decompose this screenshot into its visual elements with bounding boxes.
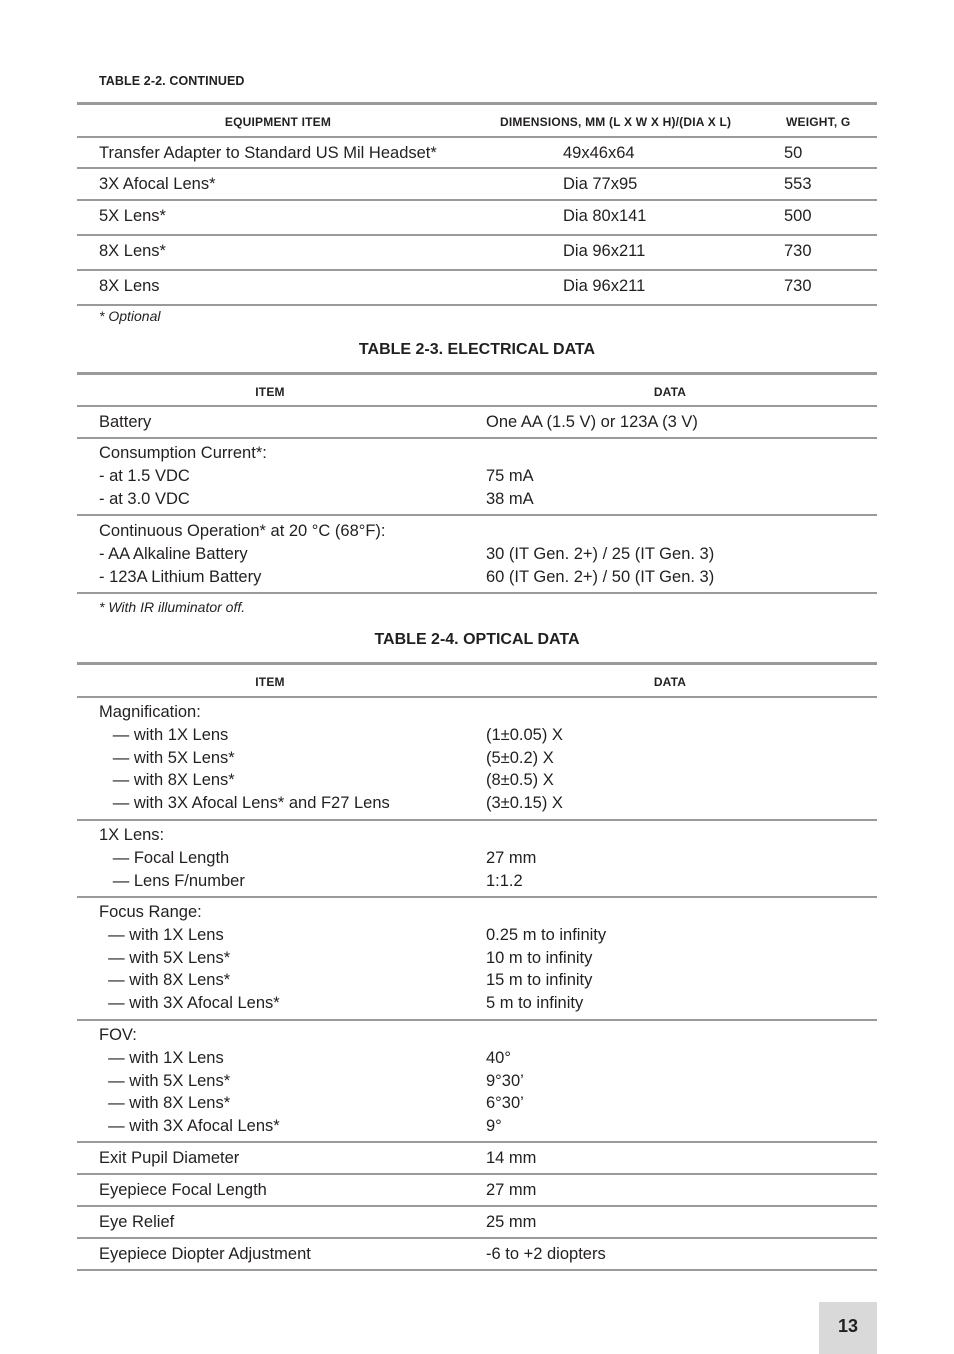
table-row-data: 27 mm 1:1.2 [486, 848, 537, 890]
table-top-rule [77, 372, 877, 375]
row-rule [77, 1019, 877, 1021]
table-row-data: 40° 9°30’ 6°30’ 9° [486, 1048, 524, 1136]
table-row-item: 1X Lens: — Focal Length — Lens F/number [99, 826, 245, 890]
row-rule [77, 234, 877, 236]
table-row-dimensions: Dia 80x141 [563, 207, 647, 225]
table-row-weight: 50 [784, 144, 803, 162]
table-row-item: Magnification: — with 1X Lens — with 5X Lens* — with 8X Lens* — with 3X Afocal Lens* and F27 Lens [99, 703, 390, 813]
table-row-dimensions: Dia 77x95 [563, 175, 638, 193]
row-rule [77, 819, 877, 821]
table-row-dimensions: Dia 96x211 [563, 277, 646, 295]
col-header-weight: WEIGHT, G [786, 115, 851, 129]
col-header-data: DATA [653, 385, 687, 399]
table-row-data: 75 mA 38 mA [486, 466, 534, 508]
header-rule [77, 136, 877, 138]
col-header-item: ITEM [255, 675, 285, 689]
row-rule [77, 1173, 877, 1175]
table-row-weight: 553 [784, 175, 812, 193]
table-row-item: Focus Range: — with 1X Lens — with 5X Lens* — with 8X Lens* — with 3X Afocal Lens* [99, 903, 280, 1013]
col-header-item: ITEM [255, 385, 285, 399]
footnote-optional: * Optional [99, 308, 161, 324]
table-row-item: Eye Relief [99, 1213, 175, 1231]
table-2-3-title: TABLE 2-3. ELECTRICAL DATA [358, 341, 596, 358]
header-rule [77, 405, 877, 407]
table-row-data: 27 mm [486, 1181, 537, 1199]
table-row-item: Exit Pupil Diameter [99, 1149, 240, 1167]
col-header-dimensions: DIMENSIONS, MM (L X W X H)/(DIA X L) [500, 115, 732, 129]
row-rule [77, 437, 877, 439]
table-top-rule [77, 102, 877, 105]
table-row-data: (1±0.05) X (5±0.2) X (8±0.5) X (3±0.15) X [486, 725, 563, 813]
table-bottom-rule [77, 1269, 877, 1271]
table-row-item: Eyepiece Diopter Adjustment [99, 1245, 311, 1263]
row-rule [77, 896, 877, 898]
row-rule [77, 1205, 877, 1207]
table-row-weight: 730 [784, 277, 812, 295]
table-row-item: Eyepiece Focal Length [99, 1181, 267, 1199]
table-row-item: 8X Lens* [99, 242, 166, 260]
col-header-data: DATA [653, 675, 687, 689]
table-bottom-rule [77, 304, 877, 306]
page-number: 13 [837, 1316, 859, 1336]
table-bottom-rule [77, 592, 877, 594]
row-rule [77, 199, 877, 201]
header-rule [77, 696, 877, 698]
table-row-data: 25 mm [486, 1213, 537, 1231]
table-row-item: 8X Lens [99, 277, 160, 295]
col-header-equipment-item: EQUIPMENT ITEM [224, 115, 332, 129]
table-row-item: Continuous Operation* at 20 °C (68°F): - AA Alkaline Battery - 123A Lithium Battery [99, 522, 386, 586]
table-row-dimensions: 49x46x64 [563, 144, 635, 162]
table-row-item: 5X Lens* [99, 207, 166, 225]
table-2-4-title: TABLE 2-4. OPTICAL DATA [374, 631, 580, 648]
table-row-data: -6 to +2 diopters [486, 1245, 606, 1263]
table-row-data: 14 mm [486, 1149, 537, 1167]
table-row-dimensions: Dia 96x211 [563, 242, 646, 260]
table-row-data: 30 (IT Gen. 2+) / 25 (IT Gen. 3) 60 (IT Gen. 2+) / 50 (IT Gen. 3) [486, 544, 715, 586]
table-row-item: Transfer Adapter to Standard US Mil Headset* [99, 144, 437, 162]
page-number-box [819, 1302, 877, 1354]
table-row-item: 3X Afocal Lens* [99, 175, 216, 193]
table-row-data: One AA (1.5 V) or 123A (3 V) [486, 413, 698, 431]
table-2-2-title: TABLE 2-2. CONTINUED [99, 74, 245, 88]
row-rule [77, 1141, 877, 1143]
footnote-ir-illuminator: * With IR illuminator off. [99, 599, 246, 615]
row-rule [77, 167, 877, 169]
table-row-item: FOV: — with 1X Lens — with 5X Lens* — with 8X Lens* — with 3X Afocal Lens* [99, 1026, 280, 1136]
table-row-item: Battery [99, 413, 152, 431]
table-row-data: 0.25 m to infinity 10 m to infinity 15 m to infinity 5 m to infinity [486, 925, 607, 1013]
row-rule [77, 269, 877, 271]
row-rule [77, 1237, 877, 1239]
table-row-item: Consumption Current*: - at 1.5 VDC - at 3.0 VDC [99, 444, 267, 508]
row-rule [77, 514, 877, 516]
table-row-weight: 730 [784, 242, 812, 260]
table-row-weight: 500 [784, 207, 812, 225]
table-top-rule [77, 662, 877, 665]
